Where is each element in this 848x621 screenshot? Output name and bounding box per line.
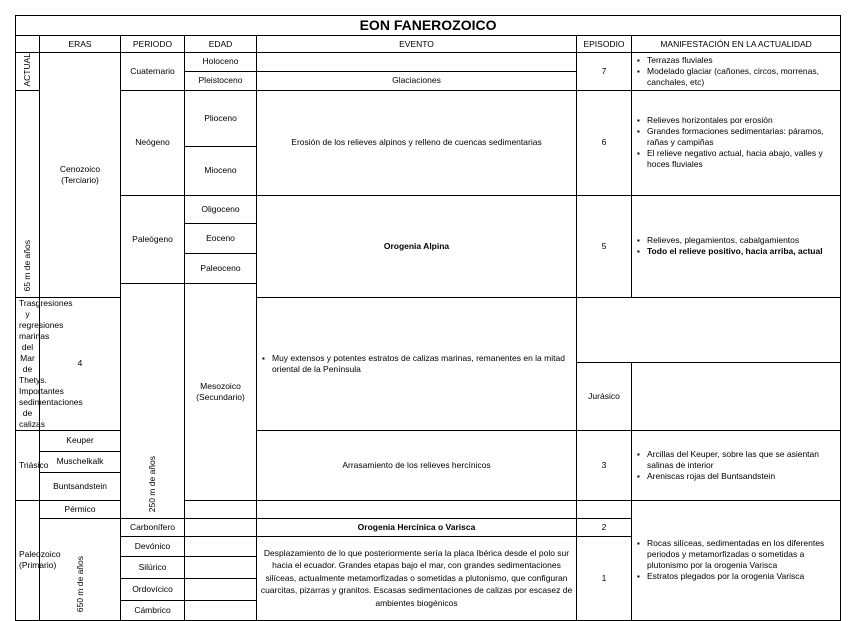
- periodo-carbonifero: Carbonífero: [121, 518, 185, 536]
- evento-alpina: Orogenia Alpina: [257, 195, 577, 297]
- periodo-ordovicico: Ordovícico: [121, 578, 185, 600]
- episodio-1: 1: [577, 536, 632, 620]
- manifestacion-item: ▪ Estratos plegados por la orogenia Varisca: [647, 571, 837, 582]
- evento-erosion: Erosión de los relieves alpinos y relleno de cuencas sedimentarias: [257, 90, 577, 195]
- manifestacion-5: [632, 195, 841, 297]
- manifestacion-item: ▪ Terrazas fluviales: [647, 55, 837, 66]
- side-65-label: 65 m de años: [22, 240, 32, 292]
- manifestacion-item: ▪ Rocas silíceas, sedimentadas en los diferentes periodos y metamorfizadas o sometidas a plutonismo por la orogenia Varisca: [647, 538, 837, 571]
- edad-cambrico-empty: [185, 600, 257, 620]
- manifestacion-item: ▪ Arcillas del Keuper, sobre las que se asientan salinas de interior: [647, 449, 837, 471]
- episodio-2: 2: [577, 518, 632, 536]
- episodio-4: 4: [40, 297, 121, 430]
- manifestacion-3: [632, 430, 841, 500]
- side-250-label: 250 m de años: [147, 456, 157, 513]
- manifestacion-item: ▪ Grandes formaciones sedimentarias: páramos, rañas y campiñas: [647, 126, 837, 148]
- edad-paleoceno: Paleoceno: [185, 253, 257, 283]
- eon-table-wrapper: [15, 15, 841, 621]
- manifestacion-4: [257, 297, 577, 430]
- header-manifestacion: MANIFESTACIÓN EN LA ACTUALIDAD: [632, 36, 841, 53]
- edad-buntsandstein: Buntsandstein: [40, 472, 121, 500]
- manifestacion-6: [632, 90, 841, 195]
- manifestacion-item: ▪ Relieves, plegamientos, cabalgamientos: [647, 235, 837, 246]
- header-evento: EVENTO: [257, 36, 577, 53]
- manifestacion-item: ▪ Areniscas rojas del Buntsandstein: [647, 471, 837, 482]
- edad-carbonifero-empty: [185, 518, 257, 536]
- manifestacion-3-list: [635, 449, 837, 482]
- header-periodo: PERIODO: [121, 36, 185, 53]
- episodio-5: 5: [577, 195, 632, 297]
- evento-glaciaciones: Glaciaciones: [257, 71, 577, 90]
- edad-eoceno: Eoceno: [185, 223, 257, 253]
- table-title: EON FANEROZOICO: [16, 16, 841, 36]
- era-paleozoico-label: Paleozoico (Primario): [19, 549, 61, 571]
- manifestacion-item: ▪ Relieves horizontales por erosión: [647, 115, 837, 126]
- edad-devonico-empty: [185, 536, 257, 556]
- manifestacion-7-list: [635, 55, 837, 88]
- header-eras: ERAS: [40, 36, 121, 53]
- edad-jurasico-empty: [632, 362, 841, 430]
- header-edad: EDAD: [185, 36, 257, 53]
- header-side: [16, 36, 40, 53]
- header-episodio: EPISODIO: [577, 36, 632, 53]
- episodio-permico-empty: [577, 500, 632, 518]
- edad-silurico-empty: [185, 556, 257, 578]
- manifestacion-item: ▪ Todo el relieve positivo, hacia arriba, actual: [647, 246, 837, 257]
- evento-iberica: Desplazamiento de lo que posteriormente sería la placa Ibérica desde el polo sur hacia el ecuador. Grandes etapas bajo el mar, con grandes sedimentaciones silíceas, actualmente metamorfizadas o sometidas a plutonismo, que configuran cuarcitas, pizarras y granitos. Escasas sedimentaciones de calizas por escasez de ambientes biogénicos: [257, 536, 577, 620]
- side-actual: [16, 53, 40, 91]
- episodio-7: 7: [577, 53, 632, 91]
- manifestacion-4-list: [260, 353, 573, 375]
- side-actual-label: ACTUAL: [22, 53, 32, 87]
- eon-table: [15, 15, 841, 621]
- manifestacion-6-list: [635, 115, 837, 170]
- edad-plioceno: Plioceno: [185, 90, 257, 146]
- evento-thetys: Trasgresiones y regresiones marinas del Mar de Thetys. Importantes sedimentaciones de calizas: [16, 297, 40, 430]
- evento-permico-empty: [257, 500, 577, 518]
- periodo-jurasico: Jurásico: [577, 362, 632, 430]
- edad-keuper: Keuper: [40, 430, 121, 451]
- era-paleozoico: [16, 500, 61, 620]
- edad-permico-empty: [185, 500, 257, 518]
- edad-pleistoceno: Pleistoceno: [185, 71, 257, 90]
- side-650-label: 650 m de años: [74, 556, 85, 613]
- episodio-3: 3: [577, 430, 632, 500]
- edad-ordovicico-empty: [185, 578, 257, 600]
- manifestacion-1-list: [635, 538, 837, 582]
- manifestacion-5-list: [635, 235, 837, 257]
- era-mesozoico-label: Mesozoico (Secundario): [196, 380, 245, 402]
- manifestacion-item: ▪ El relieve negativo actual, hacia abajo, valles y hoces fluviales: [647, 148, 837, 170]
- evento-holoceno: [257, 53, 577, 72]
- periodo-permico: Pérmico: [40, 500, 121, 518]
- side-250: [121, 283, 185, 518]
- evento-arrasamiento: Arrasamiento de los relieves hercínicos: [257, 430, 577, 500]
- periodo-paleogeno: Paleógeno: [121, 195, 185, 283]
- evento-hercinica: Orogenia Hercínica o Varisca: [257, 518, 577, 536]
- periodo-cambrico: Cámbrico: [121, 600, 185, 620]
- manifestacion-item: ▪ Muy extensos y potentes estratos de calizas marinas, remanentes en la mitad oriental de la Península: [272, 353, 573, 375]
- manifestacion-7: [632, 53, 841, 91]
- periodo-triasico: Triásico: [16, 430, 40, 500]
- episodio-6: 6: [577, 90, 632, 195]
- manifestacion-item: ▪ Modelado glaciar (cañones, circos, morrenas, canchales, etc): [647, 66, 837, 88]
- edad-muschelkalk: Muschelkalk: [40, 451, 121, 472]
- periodo-neogeno: Neógeno: [121, 90, 185, 195]
- era-cenozoico: [40, 53, 121, 298]
- manifestacion-1: [632, 500, 841, 620]
- periodo-silurico: Silúrico: [121, 556, 185, 578]
- edad-oligoceno: Oligoceno: [185, 195, 257, 223]
- era-mesozoico: [185, 283, 257, 500]
- periodo-cuaternario: Cuaternario: [121, 53, 185, 91]
- edad-mioceno: Mioceno: [185, 146, 257, 195]
- header-row: [16, 36, 841, 53]
- era-cenozoico-label: Cenozoico (Terciario): [59, 163, 101, 185]
- edad-holoceno: Holoceno: [185, 53, 257, 72]
- periodo-devonico: Devónico: [121, 536, 185, 556]
- side-65: [16, 90, 40, 297]
